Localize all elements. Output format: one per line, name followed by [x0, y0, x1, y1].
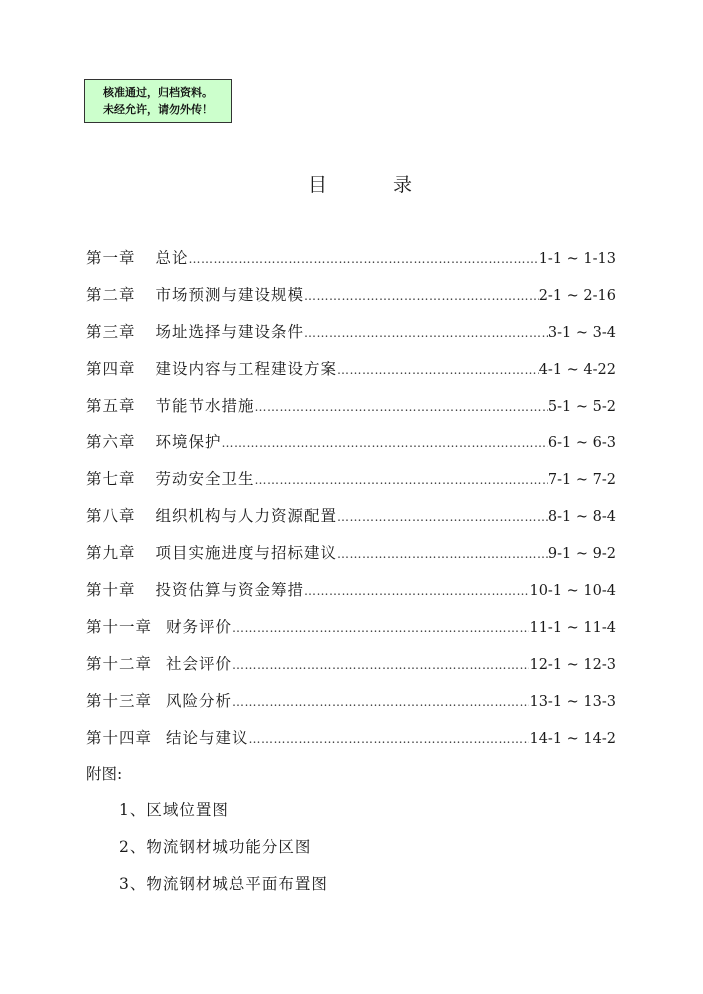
toc-leader-dots [304, 321, 548, 345]
toc-chapter-title: 结论与建议 [166, 728, 249, 747]
title-char-1: 目 [308, 174, 328, 196]
toc-page-range: 14-1 ~ 14-2 [529, 730, 616, 747]
toc-chapter-number: 第七章 [86, 470, 136, 489]
appendix-list [119, 798, 328, 908]
toc-chapter-number: 第十章 [86, 581, 136, 600]
confidential-stamp [84, 79, 232, 123]
stamp-line-2: 未经允许，请勿外传！ [103, 103, 213, 116]
toc-entry[interactable] [86, 467, 616, 504]
toc-chapter-number: 第五章 [86, 396, 136, 415]
toc-chapter-title: 组织机构与人力资源配置 [155, 507, 338, 526]
toc-chapter-title: 环境保护 [155, 433, 222, 452]
stamp-line-1: 核准通过，归档资料。 [103, 86, 213, 99]
toc-page-range: 9-1 ~ 9-2 [547, 546, 616, 563]
toc-chapter-number: 第一章 [86, 249, 136, 267]
toc-chapter-title: 节能节水措施 [155, 396, 255, 415]
toc-page-range: 4-1 ~ 4-22 [538, 361, 616, 378]
toc-chapter-number: 第十三章 [86, 691, 153, 710]
toc-chapter-title: 投资估算与资金筹措 [155, 581, 305, 600]
toc-leader-dots [222, 431, 548, 455]
toc-chapter-title: 财务评价 [166, 617, 233, 636]
toc-chapter-number: 第三章 [86, 322, 136, 341]
toc-chapter-number: 第十二章 [86, 654, 153, 673]
toc-entry[interactable] [86, 357, 616, 394]
toc-entry[interactable] [86, 246, 616, 283]
toc-page-range: 12-1 ~ 12-3 [529, 656, 616, 673]
toc-chapter-title: 项目实施进度与招标建议 [155, 544, 338, 563]
appendix-item: 1、区域位置图 [119, 801, 229, 819]
toc-leader-dots [304, 284, 539, 308]
toc-page-range: 8-1 ~ 8-4 [547, 509, 616, 526]
toc-entry[interactable] [86, 283, 616, 320]
toc-chapter-title: 劳动安全卫生 [155, 470, 255, 489]
toc-page-range: 7-1 ~ 7-2 [547, 472, 616, 489]
toc-leader-dots [337, 358, 539, 382]
toc-leader-dots [337, 542, 548, 566]
toc-page-range: 3-1 ~ 3-4 [547, 324, 616, 341]
toc-chapter-title: 总论 [155, 249, 189, 267]
appendix-label: 附图: [86, 765, 123, 783]
toc-leader-dots [337, 505, 548, 529]
appendix-item: 3、物流钢材城总平面布置图 [119, 874, 328, 893]
toc-chapter-title: 场址选择与建设条件 [155, 322, 305, 341]
toc-chapter-number: 第九章 [86, 544, 136, 563]
toc-leader-dots [232, 616, 529, 640]
toc-chapter-number: 第十四章 [86, 728, 153, 747]
toc-entry[interactable] [86, 320, 616, 357]
toc-chapter-number: 第八章 [86, 507, 136, 526]
toc-leader-dots [189, 247, 539, 271]
toc-entry[interactable] [86, 652, 616, 689]
toc-chapter-title: 社会评价 [166, 654, 233, 673]
toc-leader-dots [249, 727, 530, 751]
toc-chapter-title: 建设内容与工程建设方案 [155, 359, 338, 378]
toc-page-range: 6-1 ~ 6-3 [547, 435, 616, 452]
toc-entry[interactable] [86, 430, 616, 467]
toc-entry[interactable] [86, 394, 616, 431]
toc-chapter-number: 第六章 [86, 433, 136, 452]
toc-entry[interactable] [86, 504, 616, 541]
toc-page-range: 11-1 ~ 11-4 [529, 619, 616, 636]
toc-page-range: 10-1 ~ 10-4 [529, 583, 616, 600]
table-of-contents [86, 246, 616, 762]
toc-leader-dots [304, 579, 529, 603]
toc-leader-dots [255, 468, 548, 492]
toc-chapter-title: 市场预测与建设规模 [155, 285, 305, 304]
toc-page-range: 5-1 ~ 5-2 [547, 398, 616, 415]
toc-chapter-number: 第十一章 [86, 617, 153, 636]
toc-page-range: 2-1 ~ 2-16 [538, 287, 616, 304]
title-char-2: 录 [393, 174, 413, 196]
toc-leader-dots [232, 690, 529, 714]
toc-entry[interactable] [86, 615, 616, 652]
toc-entry[interactable] [86, 578, 616, 615]
toc-entry[interactable] [86, 689, 616, 726]
toc-chapter-number: 第二章 [86, 285, 136, 304]
toc-leader-dots [232, 653, 529, 677]
toc-page-range: 1-1 ~ 1-13 [538, 251, 616, 267]
toc-entry[interactable] [86, 541, 616, 578]
toc-leader-dots [255, 395, 548, 419]
toc-page-range: 13-1 ~ 13-3 [529, 693, 616, 710]
appendix-item: 2、物流钢材城功能分区图 [119, 837, 312, 856]
toc-chapter-title: 风险分析 [166, 691, 233, 710]
toc-chapter-number: 第四章 [86, 359, 136, 378]
toc-entry[interactable] [86, 726, 616, 763]
